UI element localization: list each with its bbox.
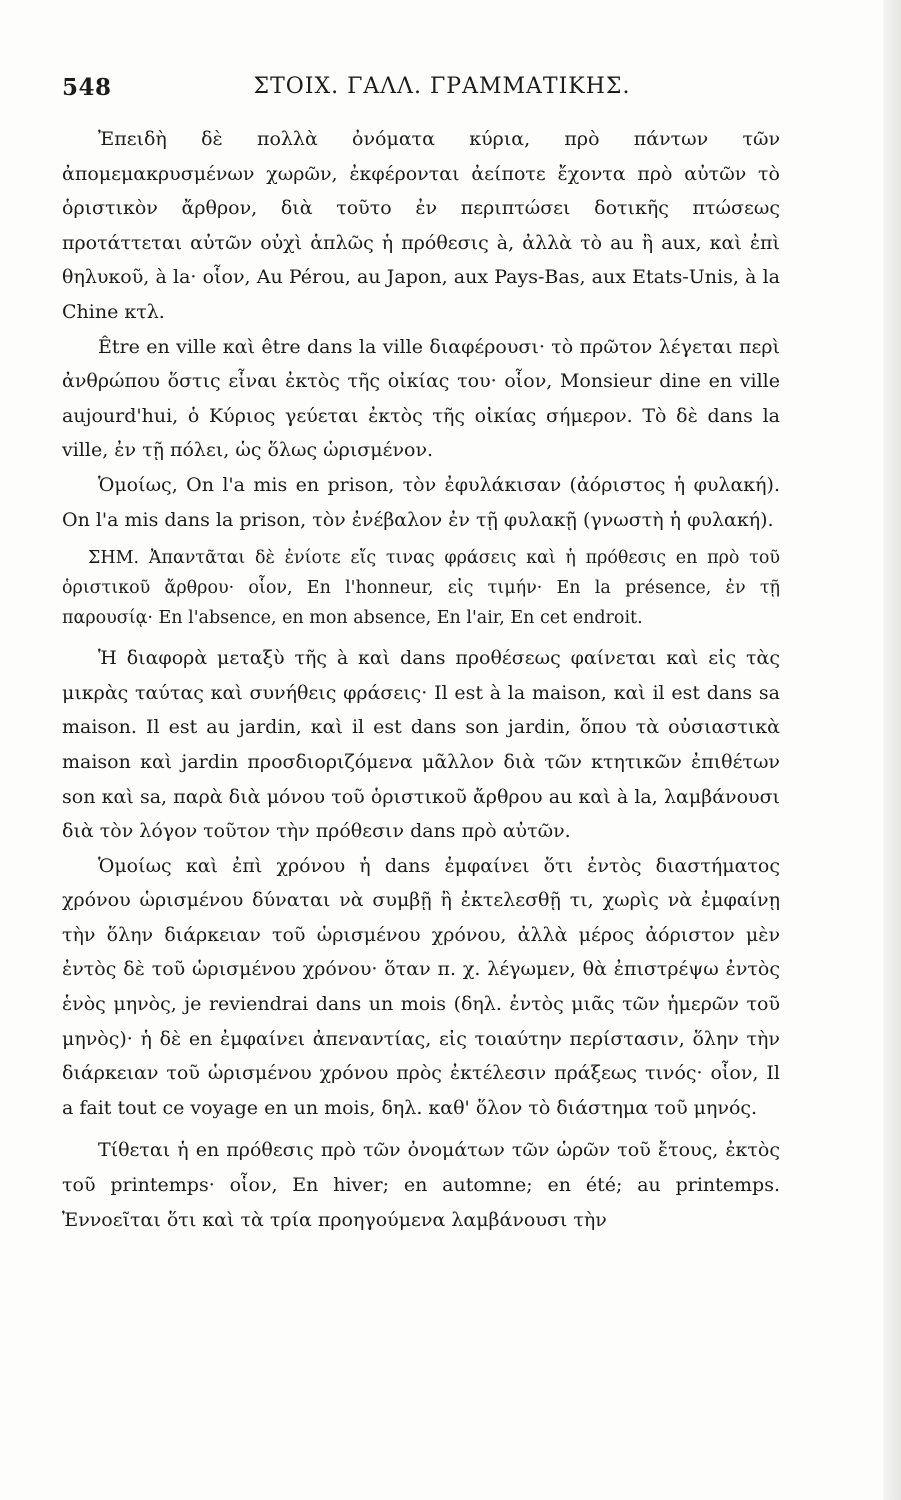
paragraph-prison: Ὁμοίως, On l'a mis en prison, τὸν ἐφυλάκισαν (ἀόριστος ἡ φυλακή). On l'a mis dans la prison, τὸν ἐνέβαλον ἐν τῇ φυλακῇ (γνωστὴ ἡ φυλακή). xyxy=(62,473,780,531)
paragraph-a-dans: Ἡ διαφορὰ μεταξὺ τῆς à καὶ dans προθέσεως φαίνεται καὶ εἰς τὰς μικρὰς ταύτας καὶ συνήθεις φράσεις· Il est à la maison, καὶ il est dans sa maison. Il est au jardin, καὶ il est dans son jardin, ὅπου τὰ οὐσιαστικὰ maison καὶ jardin προσδιοριζόμενα μᾶλλον διὰ τῶν κτητικῶν ἐπιθέτων son καὶ sa, παρὰ διὰ μόνου τοῦ ὁριστικοῦ ἄρθρου au καὶ à la, λαμβάνουσι διὰ τὸν λόγον τοῦτον τὴν πρόθεσιν dans πρὸ αὐτῶν. xyxy=(62,647,780,843)
running-title: ΣΤΟΙΧ. ΓΑΛΛ. ΓΡΑΜΜΑΤΙΚΗΣ. xyxy=(253,74,631,99)
page-number: 548 xyxy=(62,74,112,101)
paragraph-seasons: Τίθεται ἡ en πρόθεσις πρὸ τῶν ὀνομάτων τῶν ὡρῶν τοῦ ἔτους, ἐκτὸς τοῦ printemps· οἷον, En hiver; en automne; en été; au printemps. Ἐννοεῖται ὅτι καὶ τὰ τρία προηγούμενα λαμβάνουσι τὴν xyxy=(62,1139,780,1231)
scan-edge xyxy=(883,0,901,1500)
paragraph-proper-names: Ἐπειδὴ δὲ πολλὰ ὀνόματα κύρια, πρὸ πάντων τῶν ἀπομεμακρυσμένων χωρῶν, ἐκφέρονται ἀείποτε ἔχοντα πρὸ αὐτῶν τὸ ὁριστικὸν ἄρθρον, διὰ τοῦτο ἐν περιπτώσει δοτικῆς πτώσεως προτάττεται αὐτῶν οὐχὶ ἁπλῶς ἡ πρόθεσις à, ἀλλὰ τὸ au ἢ aux, καὶ ἐπὶ θηλυκοῦ, à la· οἷον, Au Pérou, au Japon, aux Pays-Bas, aux Etats-Unis, à la Chine κτλ. xyxy=(62,128,780,323)
page-header xyxy=(62,74,778,108)
note-paragraph: ΣΗΜ. Ἀπαντᾶται δὲ ἐνίοτε εἴς τινας φράσεις καὶ ἡ πρόθεσις en πρὸ τοῦ ὁριστικοῦ ἄρθρου· οἷον, En l'honneur, εἰς τιμήν· En la présence, ἐν τῇ παρουσίᾳ· En l'absence, en mon absence, En l'air, En cet endroit. xyxy=(62,548,780,629)
paragraph-en-ville: Être en ville καὶ être dans la ville διαφέρουσι· τὸ πρῶτον λέγεται περὶ ἀνθρώπου ὅστις εἶναι ἐκτὸς τῆς οἰκίας του· οἷον, Monsieur dine en ville aujourd'hui, ὁ Κύριος γεύεται ἐκτὸς τῆς οἰκίας σήμερον. Τὸ δὲ dans la ville, ἐν τῇ πόλει, ὡς ὅλως ὡρισμένον. xyxy=(62,335,780,462)
paragraph-time: Ὁμοίως καὶ ἐπὶ χρόνου ἡ dans ἐμφαίνει ὅτι ἐντὸς διαστήματος χρόνου ὡρισμένου δύναται νὰ συμβῇ ἢ ἐκτελεσθῇ τι, χωρὶς νὰ ἐμφαίνῃ τὴν ὅλην διάρκειαν τοῦ ὡρισμένου χρόνου, ἀλλὰ μέρος ἀόριστον μὲν ἐντὸς δὲ τοῦ ὡρισμένου χρόνου· ὅταν π. χ. λέγωμεν, θὰ ἐπιστρέψω ἐντὸς ἑνὸς μηνὸς, je reviendrai dans un mois (δηλ. ἐντὸς μιᾶς τῶν ἡμερῶν τοῦ μηνὸς)· ἡ δὲ en ἐμφαίνει ἀπεναντίας, εἰς τοιαύτην περίστασιν, ὅλην τὴν διάρκειαν τοῦ ὡρισμένου χρόνου πρὸς ἐκτέλεσιν πράξεως τινός· οἷον, Il a fait tout ce voyage en un mois, δηλ. καθ' ὅλον τὸ διάστημα τοῦ μηνός. xyxy=(62,854,780,1119)
body-text xyxy=(62,122,780,1237)
